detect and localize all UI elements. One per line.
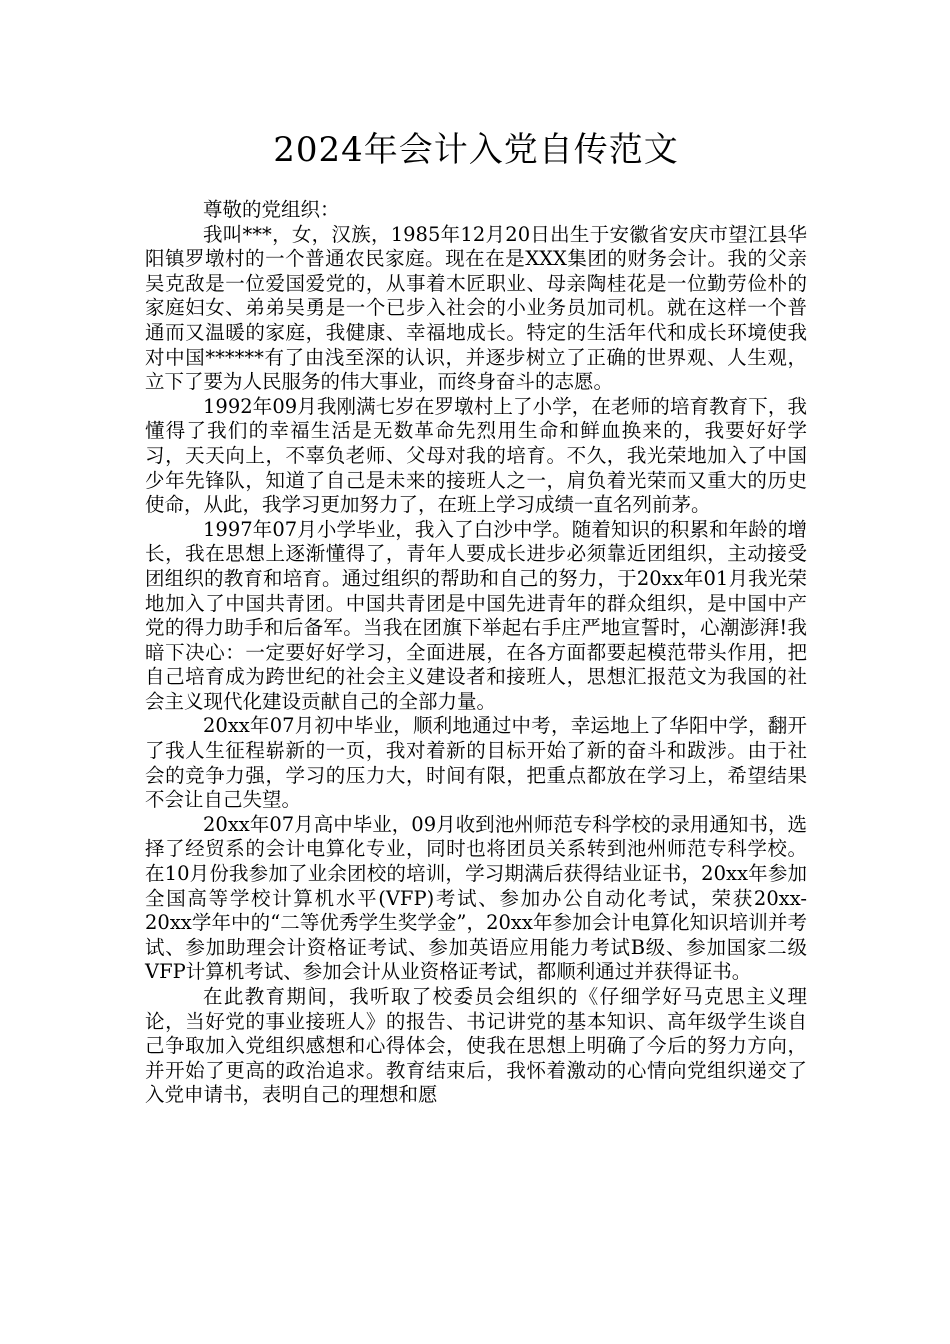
paragraph-2: 1992年09月我刚满七岁在罗墩村上了小学，在老师的培育教育下，我懂得了我们的幸福生活是无数革命先烈用生命和鲜血换来的，我要好好学习，天天向上，不辜负老师、父母对我的培育。不久，我光荣地加入了中国少年先锋队，知道了自己是未来的接班人之一，肩负着光荣而又重大的历史使命，从此，我学习更加努力了，在班上学习成绩一直名列前茅。 xyxy=(145,394,807,517)
salutation: 尊敬的党组织： xyxy=(203,198,340,221)
paragraph-5: 20xx年07月高中毕业，09月收到池州师范专科学校的录用通知书，选择了经贸系的会计电算化专业，同时也将团员关系转到池州师范专科学校。在10月份我参加了业余团校的培训，学习期满后获得结业证书，20xx年参加全国高等学校计算机水平(VFP)考试、参加办公自动化考试，荣获20xx-20xx学年中的“二等优秀学生奖学金”，20xx年参加会计电算化知识培训并考试、参加助理会计资格证考试、参加英语应用能力考试B级、参加国家二级VFP计算机考试、参加会计从业资格证考试，都顺利通过并获得证书。 xyxy=(145,812,807,984)
paragraph-1: 我叫***，女，汉族，1985年12月20日出生于安徽省安庆市望江县华阳镇罗墩村的一个普通农民家庭。现在在是XXX集团的财务会计。我的父亲吴克敌是一位爱国爱党的，从事着木匠职业、母亲陶桂花是一位勤劳俭朴的家庭妇女、弟弟吴勇是一个已步入社会的小业务员加司机。就在这样一个普通而又温暖的家庭，我健康、幸福地成长。特定的生活年代和成长环境使我对中国******有了由浅至深的认识，并逐步树立了正确的世界观、人生观，立下了要为人民服务的伟大事业，而终身奋斗的志愿。 xyxy=(145,222,807,394)
document-page xyxy=(145,128,807,1108)
paragraph-3: 1997年07月小学毕业，我入了白沙中学。随着知识的积累和年龄的增长，我在思想上逐渐懂得了，青年人要成长进步必须靠近团组织，主动接受团组织的教育和培育。通过组织的帮助和自己的努力，于20xx年01月我光荣地加入了中国共青团。中国共青团是中国先进青年的群众组织，是中国中产党的得力助手和后备军。当我在团旗下举起右手庄严地宣誓时，心潮澎湃!我暗下决心：一定要好好学习，全面进展，在各方面都要起模范带头作用，把自己培育成为跨世纪的社会主义建设者和接班人，思想汇报范文为我国的社会主义现代化建设贡献自己的全部力量。 xyxy=(145,517,807,713)
paragraph-6: 在此教育期间，我听取了校委员会组织的《仔细学好马克思主义理论，当好党的事业接班人》的报告、书记讲党的基本知识、高年级学生谈自己争取加入党组织感想和心得体会，使我在思想上明确了今后的努力方向，并开始了更高的政治追求。教育结束后，我怀着激动的心情向党组织递交了入党申请书，表明自己的理想和愿 xyxy=(145,985,807,1107)
paragraph-4: 20xx年07月初中毕业，顺利地通过中考，幸运地上了华阳中学，翻开了我人生征程崭新的一页，我对着新的目标开始了新的奋斗和跋涉。由于社会的竞争力强，学习的压力大，时间有限，把重点都放在学习上，希望结果不会让自己失望。 xyxy=(145,714,807,812)
document-title: 2024年会计入党自传范文 xyxy=(273,130,679,170)
